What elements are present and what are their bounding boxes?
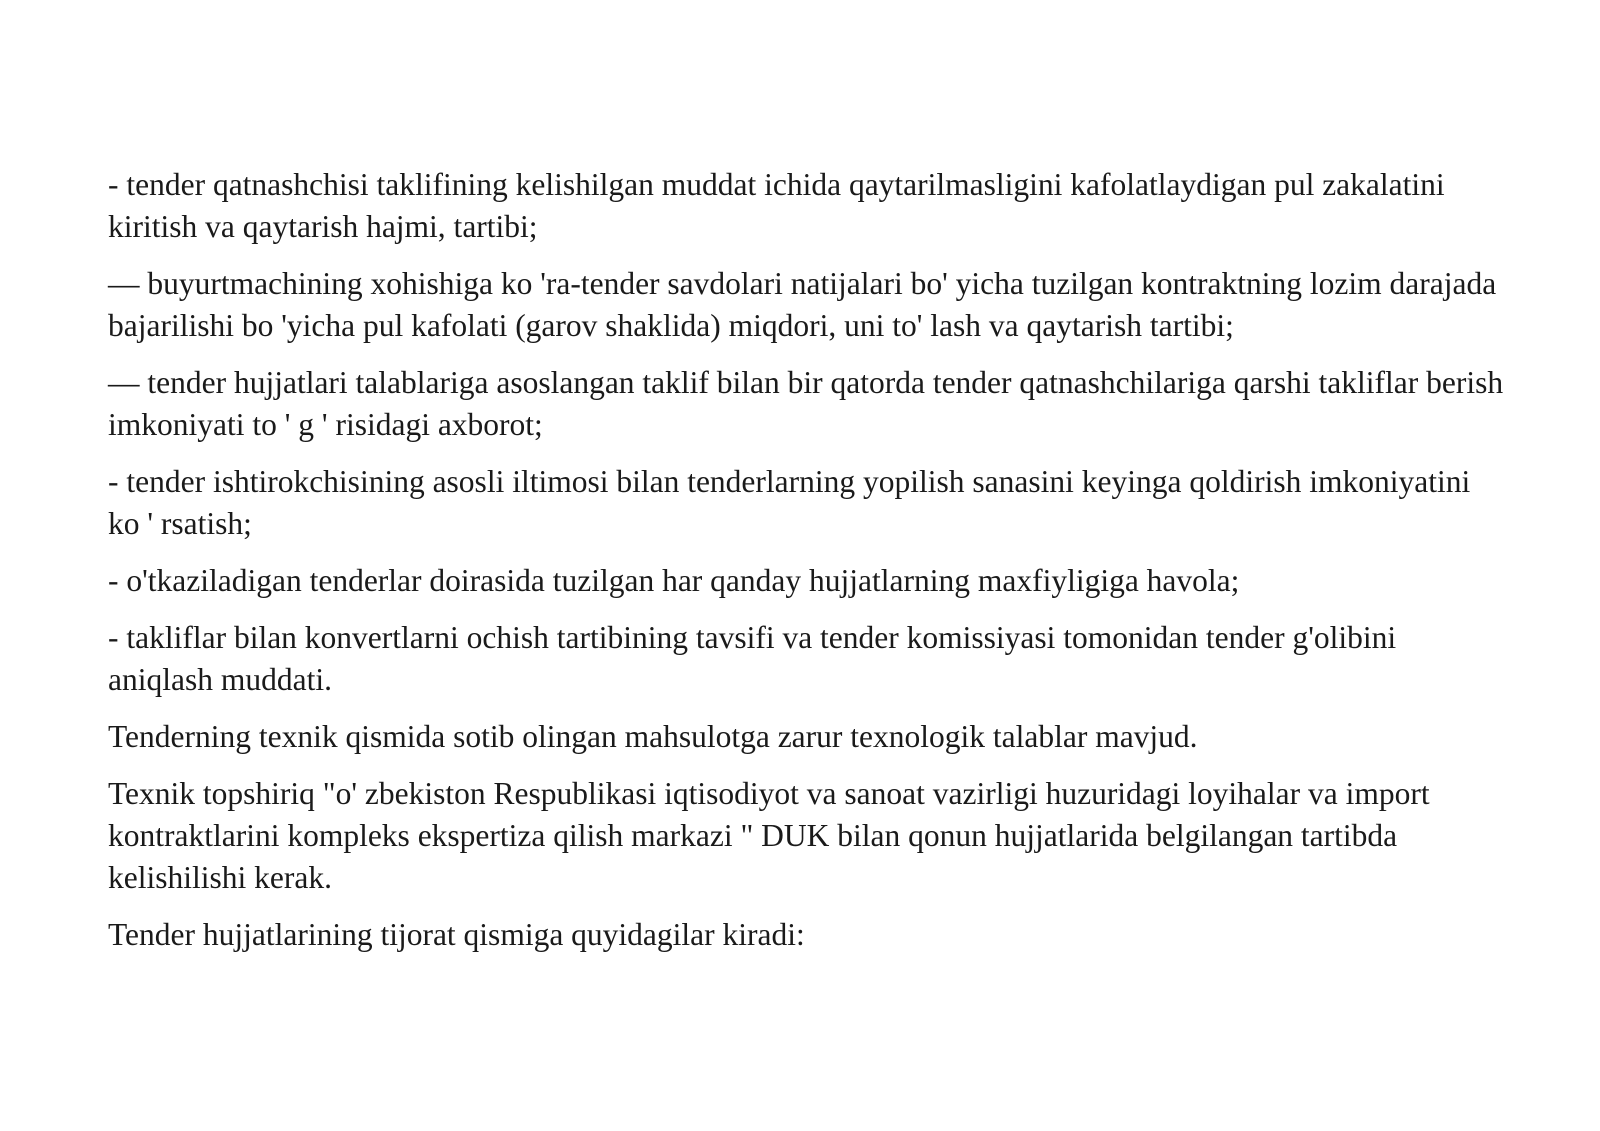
paragraph-deposit: - tender qatnashchisi taklifining kelishilgan muddat ichida qaytarilmasligini kafolatlaydigan pul zakalatini kiritish va qaytarish hajmi, tartibi; <box>108 167 1445 244</box>
document-body <box>108 164 1508 971</box>
paragraph-confidentiality: - o'tkaziladigan tenderlar doirasida tuzilgan har qanday hujjatlarning maxfiyligiga havola; <box>108 563 1240 598</box>
paragraph-technical-part: Tenderning texnik qismida sotib olingan mahsulotga zarur texnologik talablar mavjud. <box>108 719 1198 754</box>
paragraph-performance-guarantee: — buyurtmachining xohishiga ko 'ra-tender savdolari natijalari bo' yicha tuzilgan kontraktning lozim darajada bajarilishi bo 'yicha pul kafolati (garov shaklida) miqdori, uni to' lash va qaytarish tartibi; <box>108 266 1497 343</box>
paragraph-counter-offers: — tender hujjatlari talablariga asoslangan taklif bilan bir qatorda tender qatnashchilariga qarshi takliflar berish imkoniyati to ' g ' risidagi axborot; <box>108 365 1504 442</box>
paragraph-closing-date: - tender ishtirokchisining asosli iltimosi bilan tenderlarning yopilish sanasini keyinga qoldirish imkoniyatini ko ' rsatish; <box>108 464 1471 541</box>
paragraph-commercial-part: Tender hujjatlarining tijorat qismiga quyidagilar kiradi: <box>108 917 805 952</box>
paragraph-technical-assignment: Texnik topshiriq "o' zbekiston Respublikasi iqtisodiyot va sanoat vazirligi huzuridagi loyihalar va import kontraktlarini kompleks ekspertiza qilish markazi " DUK bilan qonun hujjatlarida belgilangan tartibda kelishilishi kerak. <box>108 776 1430 895</box>
paragraph-opening-procedure: - takliflar bilan konvertlarni ochish tartibining tavsifi va tender komissiyasi tomonidan tender g'olibini aniqlash muddati. <box>108 620 1397 697</box>
